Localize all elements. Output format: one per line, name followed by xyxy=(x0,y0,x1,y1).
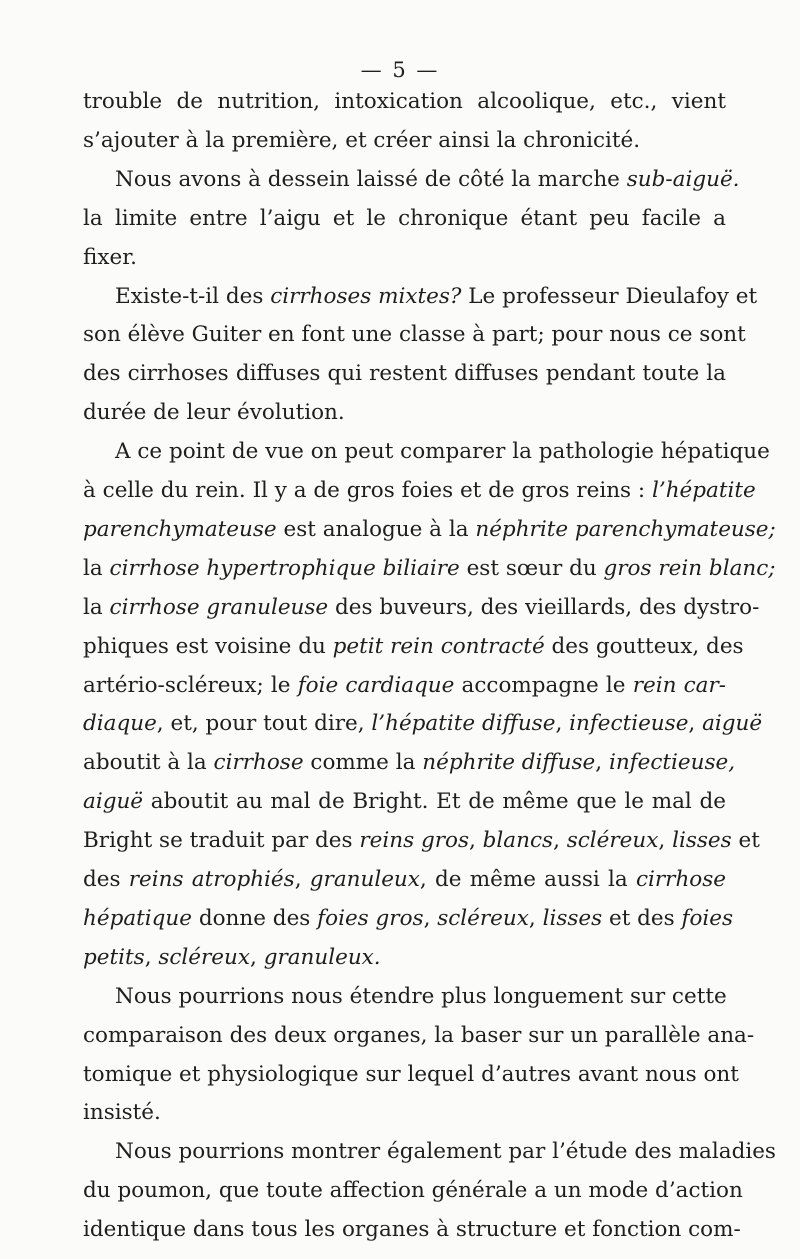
text-run: artério-scléreux; le xyxy=(83,672,298,698)
text-run: des goutteux, des xyxy=(544,633,744,659)
italic-text: petits xyxy=(83,944,145,970)
italic-text: rein car- xyxy=(632,672,727,698)
italic-text: gros rein blanc; xyxy=(603,555,776,581)
text-line xyxy=(115,437,770,467)
text-line xyxy=(83,320,746,350)
italic-text: cirrhose granuleuse xyxy=(109,594,329,620)
text-line xyxy=(83,865,726,895)
italic-text: sub-aiguë. xyxy=(626,166,740,192)
text-run: la xyxy=(83,594,110,620)
text-run: , xyxy=(423,905,438,931)
italic-text: foie cardiaque xyxy=(297,672,455,698)
text-run: , xyxy=(658,828,673,854)
text-run: , xyxy=(688,711,703,737)
italic-text: parenchymateuse xyxy=(83,516,277,542)
italic-text: blancs xyxy=(482,828,554,854)
text-line xyxy=(83,671,726,701)
italic-text: aiguë xyxy=(83,789,144,815)
text-run: , xyxy=(250,944,264,970)
text-run: son élève Guiter en font une classe à part; pour nous ce sont xyxy=(83,322,746,348)
text-run: accompagne le xyxy=(454,672,633,698)
text-line xyxy=(83,126,640,156)
text-run: la xyxy=(83,555,110,581)
text-run: , xyxy=(595,750,609,776)
italic-text: infectieuse, xyxy=(608,750,736,776)
text-run: Existe-t-il des xyxy=(115,283,271,309)
italic-text: infectieuse xyxy=(569,711,689,737)
italic-text: scléreux xyxy=(158,944,251,970)
text-run: tomique et physiologique sur lequel d’autres avant nous ont xyxy=(83,1061,739,1087)
text-run: , xyxy=(144,944,159,970)
italic-text: scléreux xyxy=(437,905,529,931)
text-line xyxy=(83,398,345,428)
text-line xyxy=(83,826,760,856)
text-run: , de même aussi la xyxy=(419,867,636,892)
text-run: A ce point de vue on peut comparer la pathologie hépatique xyxy=(115,439,770,465)
text-line xyxy=(83,476,756,506)
text-run: phiques est voisine du xyxy=(83,633,333,659)
text-run: à celle du rein. Il y a de gros foies et de gros reins : xyxy=(83,478,652,503)
text-run: fixer. xyxy=(83,244,137,270)
italic-text: cirrhose xyxy=(635,867,726,892)
italic-text: diaque xyxy=(83,711,157,737)
text-run: et des xyxy=(602,905,682,931)
text-run: aboutit à la xyxy=(83,750,214,776)
text-run: comparaison des deux organes, la baser sur un parallèle ana- xyxy=(83,1022,755,1048)
text-run: des buveurs, des vieillards, des dystro- xyxy=(328,594,760,620)
italic-text: scléreux xyxy=(566,828,659,854)
text-run: identique dans tous les organes à structure et fonction com- xyxy=(83,1217,741,1243)
text-run: s’ajouter à la première, et créer ainsi la chronicité. xyxy=(83,127,641,153)
text-line xyxy=(83,1098,161,1128)
page-number: — 5 — xyxy=(360,58,440,82)
text-run: durée de leur évolution. xyxy=(83,400,345,426)
text-run: des cirrhoses diffuses qui restent diffuses pendant toute la xyxy=(83,361,726,387)
text-line xyxy=(83,632,744,662)
text-line xyxy=(83,554,776,584)
italic-text: hépatique xyxy=(83,905,193,931)
text-run: , xyxy=(294,867,310,892)
text-line xyxy=(83,87,726,117)
italic-text: aiguë xyxy=(702,711,763,737)
text-run: , xyxy=(553,828,567,854)
italic-text: néphrite parenchymateuse; xyxy=(475,516,776,542)
italic-text: cirrhose xyxy=(213,750,304,776)
text-run: , xyxy=(528,905,543,931)
text-line xyxy=(83,748,736,778)
text-line xyxy=(115,1137,776,1167)
text-run: du poumon, que toute affection générale a un mode d’action xyxy=(83,1178,743,1204)
italic-text: lisses xyxy=(672,828,732,854)
text-line xyxy=(83,904,734,934)
text-run: des xyxy=(83,867,129,892)
text-run: Le professeur Dieulafoy et xyxy=(461,283,758,309)
italic-text: granuleux xyxy=(309,867,420,892)
text-run: la limite entre l’aigu et le chronique étant peu facile a xyxy=(83,205,726,231)
text-run: , xyxy=(469,828,483,854)
italic-text: lisses xyxy=(542,905,603,931)
text-run: aboutit au mal de Bright. Et de même que le mal de xyxy=(143,789,726,815)
text-run: donne des xyxy=(192,905,318,931)
text-line xyxy=(83,1215,741,1245)
text-run: et xyxy=(731,828,760,854)
text-run: Nous pourrions nous étendre plus longuement sur cette xyxy=(115,983,727,1009)
italic-text: reins atrophiés xyxy=(128,867,295,892)
text-run: comme la xyxy=(303,750,423,776)
italic-text: l’hépatite diffuse xyxy=(371,711,556,737)
text-run: trouble de nutrition, intoxication alcoolique, etc., vient xyxy=(83,89,726,114)
italic-text: foies xyxy=(681,905,734,931)
text-line xyxy=(83,204,726,234)
text-line xyxy=(83,709,763,739)
text-run: Bright se traduit par des xyxy=(83,828,360,854)
text-line xyxy=(83,943,381,973)
text-run: insisté. xyxy=(83,1100,161,1126)
text-run: Nous avons à dessein laissé de côté la marche xyxy=(115,166,627,192)
text-line xyxy=(115,282,758,312)
italic-text: foies gros xyxy=(317,905,424,931)
italic-text: cirrhoses mixtes? xyxy=(270,283,462,309)
text-line xyxy=(115,165,740,195)
text-run: est sœur du xyxy=(459,555,604,581)
italic-text: granuleux. xyxy=(263,944,381,970)
text-line xyxy=(83,1021,755,1051)
text-line xyxy=(83,1060,739,1090)
text-line xyxy=(83,243,137,273)
text-line xyxy=(83,515,776,545)
text-line xyxy=(115,982,726,1012)
text-run: , et, pour tout dire, xyxy=(156,711,372,737)
text-line xyxy=(83,787,726,817)
italic-text: cirrhose hypertrophique biliaire xyxy=(109,555,460,581)
italic-text: petit rein contracté xyxy=(332,633,545,659)
text-run: Nous pourrions montrer également par l’étude des maladies xyxy=(115,1139,776,1165)
text-line xyxy=(83,359,726,389)
italic-text: reins gros xyxy=(359,828,469,854)
text-run: est analogue à la xyxy=(276,516,476,542)
italic-text: néphrite diffuse xyxy=(422,750,596,776)
text-line xyxy=(83,1176,743,1206)
italic-text: l’hépatite xyxy=(651,478,756,503)
text-run: , xyxy=(555,711,570,737)
text-line xyxy=(83,593,760,623)
